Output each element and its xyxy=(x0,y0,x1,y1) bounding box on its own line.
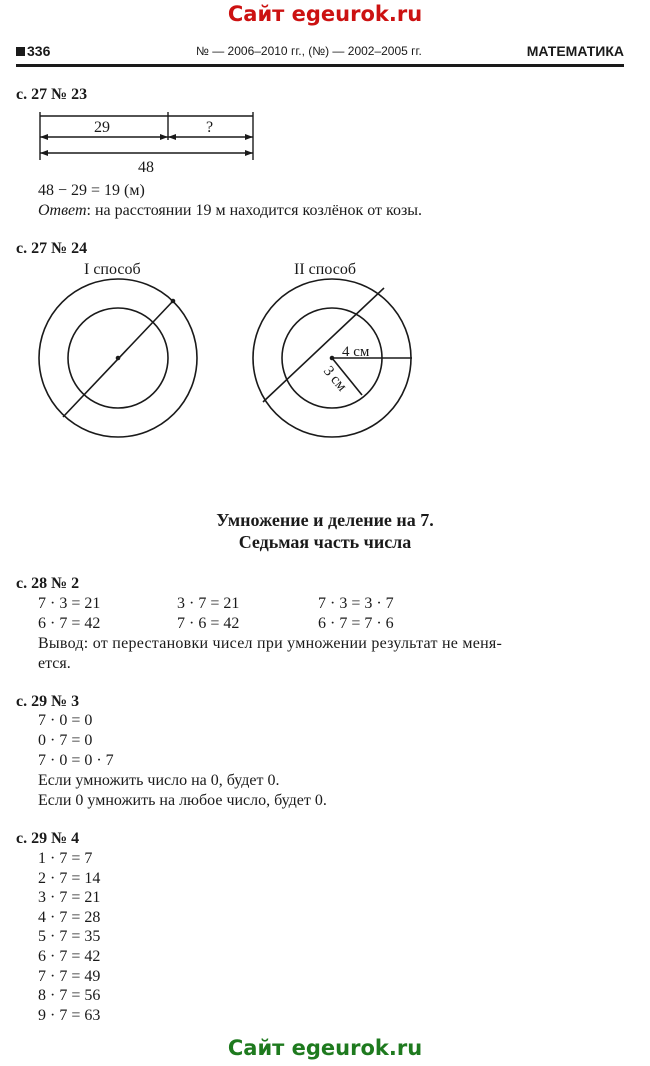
radius-3-label: 3 см xyxy=(319,363,350,395)
method2-label: II способ xyxy=(294,261,356,278)
site-label-bottom: Сайт egeurok.ru xyxy=(227,1036,423,1060)
segment-known-label: 29 xyxy=(94,119,110,136)
square-marker-icon xyxy=(16,47,25,56)
t4-line: 7 · 7 = 49 xyxy=(38,967,101,985)
task23-ref: с. 27 № 23 xyxy=(16,86,88,103)
answer-text: : на расстоянии 19 м находится козлёнок от козы. xyxy=(86,202,423,219)
circles-diagram xyxy=(0,270,650,450)
t3-line: 7 · 0 = 0 · 7 xyxy=(38,752,114,769)
t4-line: 8 · 7 = 56 xyxy=(38,987,101,1005)
t3-line: Если 0 умножить на любое число, будет 0. xyxy=(38,792,327,809)
t2-r2-c3: 6 · 7 = 7 · 6 xyxy=(318,615,394,632)
years-note: № — 2006–2010 гг., (№) — 2002–2005 гг. xyxy=(196,44,422,58)
t4-line: 2 · 7 = 14 xyxy=(38,869,101,887)
t2-r1-c3: 7 · 3 = 3 · 7 xyxy=(318,595,394,612)
task29-3-ref: с. 29 № 3 xyxy=(16,693,80,710)
section-title-line2: Седьмая часть числа xyxy=(238,532,412,552)
t3-line: 7 · 0 = 0 xyxy=(38,712,93,729)
t2-r1-c2: 3 · 7 = 21 xyxy=(177,595,240,612)
t4-line: 1 · 7 = 7 xyxy=(38,850,93,867)
task24-ref: с. 27 № 24 xyxy=(16,240,88,257)
radius-4-label: 4 см xyxy=(342,344,370,360)
task29-4-ref: с. 29 № 4 xyxy=(16,830,80,847)
t4-line: 6 · 7 = 42 xyxy=(38,948,101,965)
section-title-line1: Умножение и деление на 7. xyxy=(216,510,434,530)
t2-conclusion-1: Вывод: от перестановки чисел при умножении результат не меня- xyxy=(38,635,503,652)
answer-label: Ответ xyxy=(38,202,87,219)
page-number-text: 336 xyxy=(27,43,51,59)
segment-unknown-label: ? xyxy=(206,119,214,136)
task23-equation: 48 − 29 = 19 (м) xyxy=(38,182,145,199)
subject-title: МАТЕМАТИКА xyxy=(526,43,624,59)
t4-line: 3 · 7 = 21 xyxy=(38,889,101,907)
header-rule xyxy=(16,64,624,67)
site-label-top: Сайт egeurok.ru xyxy=(227,2,423,26)
method1-label: I способ xyxy=(84,261,141,278)
t2-conclusion-2: ется. xyxy=(38,655,71,672)
t3-line: Если умножить число на 0, будет 0. xyxy=(38,772,280,789)
t3-line: 0 · 7 = 0 xyxy=(38,732,93,749)
t4-line: 9 · 7 = 63 xyxy=(38,1006,101,1024)
t4-line: 4 · 7 = 28 xyxy=(38,908,101,926)
t4-line: 5 · 7 = 35 xyxy=(38,928,101,946)
t2-r1-c1: 7 · 3 = 21 xyxy=(38,595,101,612)
t2-r2-c2: 7 · 6 = 42 xyxy=(177,615,240,632)
page-number xyxy=(16,43,50,59)
segment-total-label: 48 xyxy=(138,159,154,176)
task23-answer xyxy=(38,201,422,221)
page-header xyxy=(16,40,624,62)
t2-r2-c1: 6 · 7 = 42 xyxy=(38,615,101,632)
task28-2-ref: с. 28 № 2 xyxy=(16,575,80,592)
